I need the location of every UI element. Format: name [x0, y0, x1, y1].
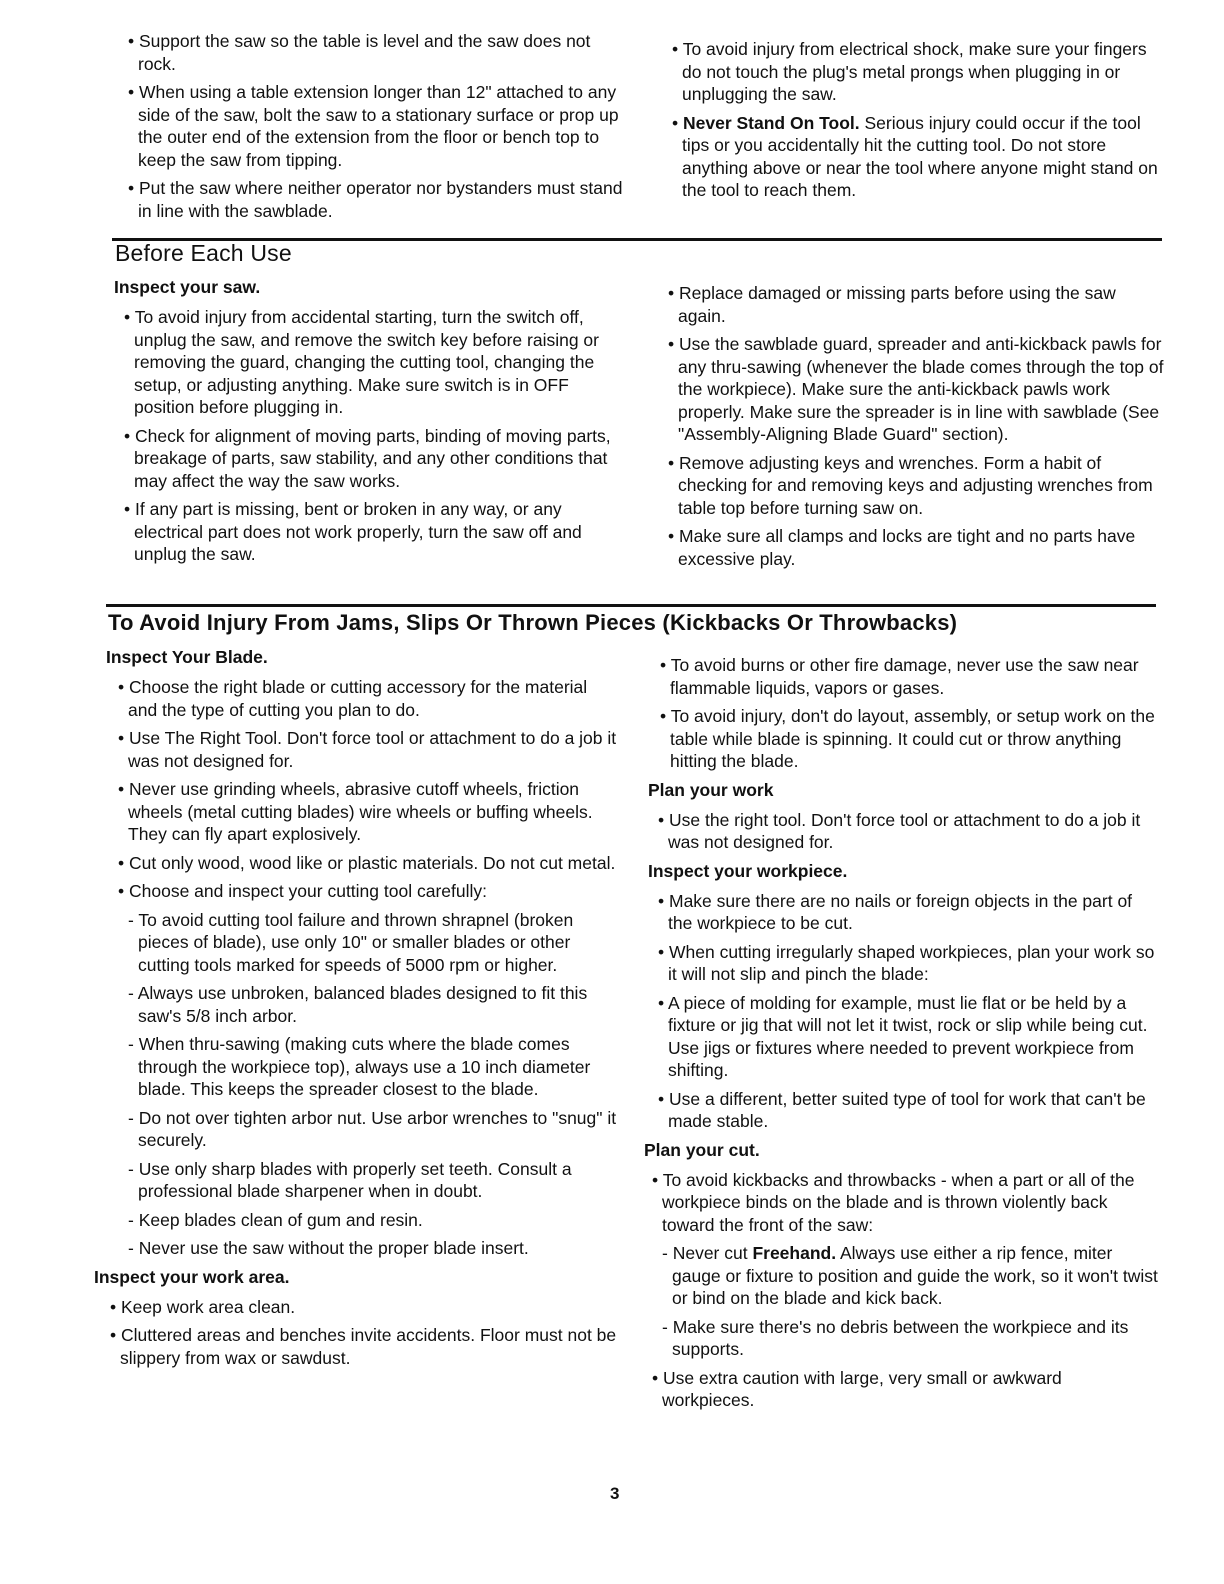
list-item: • Use the right tool. Don't force tool or attachment to do a job it was not designed for.	[658, 809, 1141, 852]
list-item: • When cutting irregularly shaped workpieces, plan your work so it will not slip and pinch the blade:	[658, 941, 1155, 984]
subheading: Inspect Your Blade.	[106, 647, 268, 667]
list-item: - Always use unbroken, balanced blades designed to fit this saw's 5/8 inch arbor.	[128, 983, 588, 1026]
list-item: - Keep blades clean of gum and resin.	[128, 1209, 423, 1230]
list-item: - Never cut Freehand. Always use either a rip fence, miter gauge or fixture to position and guide the work, so it won't twist or bind on the blade and kick back.	[662, 1243, 1158, 1308]
before-right-column	[664, 282, 1164, 576]
list-item: • Use extra caution with large, very small or awkward workpieces.	[652, 1367, 1062, 1410]
top-right-column	[668, 38, 1168, 208]
list-item: • Check for alignment of moving parts, binding of moving parts, breakage of parts, saw stability, and any other conditions that may affect the way the saw works.	[124, 425, 611, 491]
list-item: • A piece of molding for example, must lie flat or be held by a fixture or jig that will not let it twist, rock or slip while being cut. Use jigs or fixtures where needed to prevent workpiece from shifting.	[658, 992, 1148, 1080]
section-title-before-each-use: Before Each Use	[115, 240, 292, 266]
list-item: • To avoid injury, don't do layout, assembly, or setup work on the table while blade is spinning. It could cut or throw anything hitting the blade.	[660, 706, 1155, 771]
top-left-column	[124, 30, 626, 228]
list-item: • Support the saw so the table is level and the saw does not rock.	[128, 31, 591, 74]
list-item: • When using a table extension longer than 12" attached to any side of the saw, bolt the saw to a stationary surface or prop up the outer end of the extension from the floor or bench top to keep the saw from tipping.	[128, 82, 619, 170]
list-item: • Make sure all clamps and locks are tight and no parts have excessive play.	[668, 526, 1136, 569]
list-item: • To avoid injury from accidental starting, turn the switch off, unplug the saw, and remove the switch key before raising or removing the guard, changing the cutting tool, changing the setup, or adjusting anything. Make sure switch is in OFF position before plugging in.	[124, 307, 599, 417]
list-item: • Replace damaged or missing parts before using the saw again.	[668, 283, 1116, 326]
page-number: 3	[610, 1484, 620, 1503]
subheading: Plan your work	[648, 779, 774, 800]
list-item: - Make sure there's no debris between the workpiece and its supports.	[662, 1316, 1129, 1359]
list-item: - Do not over tighten arbor nut. Use arbor wrenches to "snug" it securely.	[128, 1107, 617, 1150]
list-item: • Choose the right blade or cutting accessory for the material and the type of cutting you plan to do.	[118, 677, 588, 720]
subheading: Inspect your saw.	[114, 277, 261, 297]
list-item: • Cluttered areas and benches invite accidents. Floor must not be slippery from wax or sawdust.	[110, 1325, 617, 1368]
list-item: • Use the sawblade guard, spreader and anti-kickback pawls for any thru-sawing (whenever the blade comes through the top of the workpiece). Make sure the anti-kickback pawls work properly. Make sure the spreader is in line with sawblade (See "Assembly-Aligning Blade Guard" section).	[668, 334, 1164, 444]
before-left-column	[114, 276, 624, 572]
list-item: • If any part is missing, bent or broken in any way, or any electrical part does not work properly, turn the saw off and unplug the saw.	[124, 499, 582, 564]
list-item: - Use only sharp blades with properly set teeth. Consult a professional blade sharpener when in doubt.	[128, 1158, 572, 1201]
subheading: Plan your cut.	[644, 1139, 760, 1160]
list-item: • Never Stand On Tool. Serious injury could occur if the tool tips or you accidentally hit the cutting tool. Do not store anything above or near the tool where anyone might stand on the tool to reach them.	[672, 112, 1158, 200]
list-item: - Never use the saw without the proper blade insert.	[128, 1238, 529, 1258]
list-item: • Keep work area clean.	[110, 1296, 296, 1317]
section-divider	[106, 604, 1156, 607]
avoid-right-column	[644, 654, 1158, 1418]
list-item: • To avoid kickbacks and throwbacks - when a part or all of the workpiece binds on the blade and is thrown violently back toward the front of the saw:	[652, 1169, 1135, 1235]
subheading: Inspect your work area.	[94, 1266, 290, 1287]
list-item: - To avoid cutting tool failure and thrown shrapnel (broken pieces of blade), use only 10" or smaller blades or other cutting tools marked for speeds of 5000 rpm or higher.	[128, 909, 574, 975]
list-item: • Use The Right Tool. Don't force tool or attachment to do a job it was not designed for.	[118, 728, 617, 771]
list-item: • Use a different, better suited type of tool for work that can't be made stable.	[658, 1088, 1146, 1131]
list-item: • Make sure there are no nails or foreign objects in the part of the workpiece to be cut.	[658, 890, 1133, 933]
list-item: • To avoid injury from electrical shock, make sure your fingers do not touch the plug's metal prongs when plugging in or unplugging the saw.	[672, 39, 1147, 104]
list-item: • Never use grinding wheels, abrasive cutoff wheels, friction wheels (metal cutting blades) wire wheels or buffing wheels. They can fly apart explosively.	[118, 779, 593, 844]
section-title-avoid-injury: To Avoid Injury From Jams, Slips Or Thrown Pieces (Kickbacks Or Throwbacks)	[108, 610, 958, 635]
list-item: • To avoid burns or other fire damage, never use the saw near flammable liquids, vapors or gases.	[660, 655, 1139, 698]
list-item: • Choose and inspect your cutting tool carefully:	[118, 881, 487, 901]
avoid-left-column	[94, 646, 618, 1375]
list-item: • Cut only wood, wood like or plastic materials. Do not cut metal.	[118, 852, 616, 873]
list-item: • Remove adjusting keys and wrenches. Form a habit of checking for and removing keys and adjusting wrenches from table top before turning saw on.	[668, 452, 1153, 518]
subheading: Inspect your workpiece.	[648, 860, 848, 881]
list-item: • Put the saw where neither operator nor bystanders must stand in line with the sawblade.	[128, 178, 623, 221]
list-item: - When thru-sawing (making cuts where the blade comes through the workpiece top), always use a 10 inch diameter blade. This keeps the spreader closest to the blade.	[128, 1034, 591, 1099]
